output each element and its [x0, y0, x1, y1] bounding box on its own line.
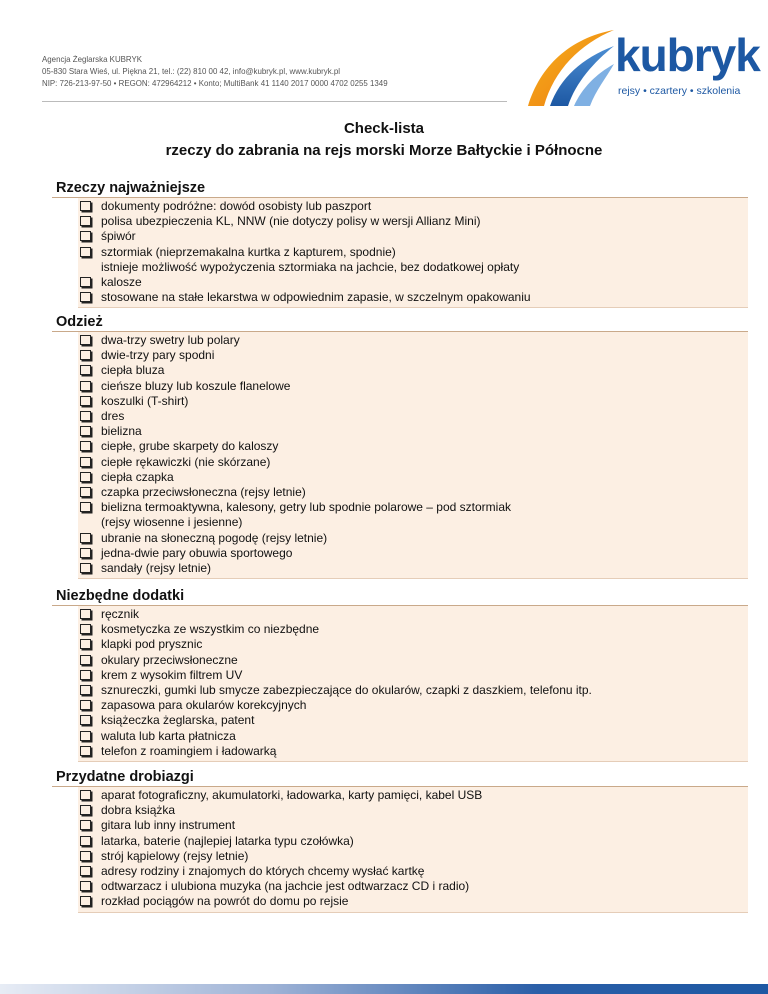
checkbox[interactable]: [80, 790, 91, 800]
checkbox-spacer: [80, 517, 91, 527]
checkbox[interactable]: [80, 563, 91, 573]
item-label: telefon z roamingiem i ładowarką: [101, 743, 277, 758]
item-label: waluta lub karta płatnicza: [101, 728, 236, 743]
item-label: bielizna termoaktywna, kalesony, getry lub spodnie polarowe – pod sztormiak: [101, 500, 511, 515]
checkbox[interactable]: [80, 700, 91, 710]
item-label: stosowane na stałe lekarstwa w odpowiednim zapasie, w szczelnym opakowaniu: [101, 290, 531, 305]
checklist-item: [78, 363, 748, 378]
checklist-item: [78, 290, 748, 305]
item-label: ciepłe rękawiczki (nie skórzane): [101, 454, 271, 469]
checklist-item: [78, 531, 748, 546]
item-label: koszulki (T-shirt): [101, 393, 189, 408]
checklist-item: [78, 637, 748, 652]
page-title: Check-lista: [343, 120, 425, 137]
checkbox[interactable]: [80, 851, 91, 861]
item-label: dobra książka: [101, 803, 176, 818]
checklist: [78, 606, 748, 762]
checkbox[interactable]: [80, 201, 91, 211]
checkbox[interactable]: [80, 381, 91, 391]
checklist-item: [78, 818, 748, 833]
section-heading: Przydatne drobiazgi: [52, 768, 748, 787]
section-essential-extras: [52, 587, 748, 762]
checkbox[interactable]: [80, 277, 91, 287]
checklist-item: [78, 394, 748, 409]
checkbox[interactable]: [80, 292, 91, 302]
company-info: [42, 53, 388, 89]
checkbox[interactable]: [80, 548, 91, 558]
item-label: okulary przeciwsłoneczne: [101, 652, 238, 667]
checkbox[interactable]: [80, 247, 91, 257]
checkbox[interactable]: [80, 457, 91, 467]
item-label: adresy rodziny i znajomych do których chcemy wysłać kartkę: [101, 864, 425, 879]
checklist-item: [78, 470, 748, 485]
checkbox[interactable]: [80, 655, 91, 665]
checkbox[interactable]: [80, 746, 91, 756]
company-registration: NIP: 726-213-97-50 • REGON: 472964212 • Konto; MultiBank 41 1140 2017 0000 4702 0255 1349: [42, 78, 388, 88]
item-label: ciepła bluza: [101, 363, 165, 378]
checkbox[interactable]: [80, 715, 91, 725]
checkbox[interactable]: [80, 639, 91, 649]
item-label: ciepłe, grube skarpety do kaloszy: [101, 439, 279, 454]
item-label: bielizna: [101, 424, 142, 439]
item-label: dwa-trzy swetry lub polary: [101, 333, 240, 347]
checklist-item: [78, 546, 748, 561]
item-label: sznureczki, gumki lub smycze zabezpieczające do okularów, czapki z daszkiem, telefonu itp.: [101, 683, 592, 698]
company-name: Agencja Żeglarska KUBRYK: [42, 54, 143, 64]
checklist-item: [78, 849, 748, 864]
item-label: ubranie na słoneczną pogodę (rejsy letnie): [101, 530, 328, 545]
item-label: czapka przeciwsłoneczna (rejsy letnie): [101, 485, 306, 500]
item-label: dres: [101, 409, 125, 424]
checkbox[interactable]: [80, 472, 91, 482]
checkbox[interactable]: [80, 881, 91, 891]
item-label: kalosze: [101, 275, 142, 290]
section-heading: Niezbędne dodatki: [52, 587, 748, 606]
checklist-item: [78, 455, 748, 470]
checklist-item: [78, 894, 748, 909]
checkbox[interactable]: [80, 670, 91, 680]
checkbox[interactable]: [80, 685, 91, 695]
checklist-item: [78, 561, 748, 576]
section-clothing: [52, 313, 748, 579]
item-label: klapki pod prysznic: [101, 637, 203, 652]
checkbox[interactable]: [80, 533, 91, 543]
checkbox[interactable]: [80, 502, 91, 512]
footer-bar: [0, 984, 768, 994]
checkbox[interactable]: [80, 441, 91, 451]
sail-swoosh-icon: [510, 26, 620, 106]
checklist-item: [78, 245, 748, 260]
checklist-item: [78, 683, 748, 698]
checklist-item-note: [78, 515, 748, 530]
checklist-item: [78, 668, 748, 683]
checkbox[interactable]: [80, 231, 91, 241]
checkbox[interactable]: [80, 731, 91, 741]
logo-wordmark: kubryk: [615, 29, 760, 81]
checklist-item: [78, 713, 748, 728]
checklist-item: [78, 199, 748, 214]
section-heading: Rzeczy najważniejsze: [52, 179, 748, 198]
checklist-item: [78, 439, 748, 454]
checklist-item: [78, 333, 748, 348]
item-label: gitara lub inny instrument: [101, 818, 236, 833]
header-divider: [42, 101, 507, 102]
checklist-item: [78, 348, 748, 363]
checklist-item: [78, 803, 748, 818]
item-label: sztormiak (nieprzemakalna kurtka z kapturem, spodnie): [101, 244, 396, 259]
checklist-item: [78, 653, 748, 668]
item-label: krem z wysokim filtrem UV: [101, 667, 243, 682]
checklist-item: [78, 607, 748, 622]
checklist-item: [78, 788, 748, 803]
checklist-item: [78, 744, 748, 759]
checkbox[interactable]: [80, 896, 91, 906]
item-label: strój kąpielowy (rejsy letnie): [101, 848, 249, 863]
item-label: śpiwór: [101, 229, 136, 244]
checklist-item: [78, 275, 748, 290]
item-label: latarka, baterie (najlepiej latarka typu czołówka): [101, 833, 354, 848]
checkbox[interactable]: [80, 624, 91, 634]
checkbox[interactable]: [80, 426, 91, 436]
checkbox[interactable]: [80, 411, 91, 421]
item-label: (rejsy wiosenne i jesienne): [101, 515, 243, 530]
checklist-item: [78, 409, 748, 424]
checkbox[interactable]: [80, 216, 91, 226]
checklist-item: [78, 424, 748, 439]
item-label: kosmetyczka ze wszystkim co niezbędne: [101, 622, 320, 637]
checkbox[interactable]: [80, 836, 91, 846]
checkbox[interactable]: [80, 335, 91, 345]
checklist-item: [78, 214, 748, 229]
checklist-item: [78, 698, 748, 713]
checklist-item: [78, 622, 748, 637]
item-label: jedna-dwie pary obuwia sportowego: [101, 545, 293, 560]
checkbox[interactable]: [80, 396, 91, 406]
kubryk-logo: [510, 26, 760, 106]
item-label: zapasowa para okularów korekcyjnych: [101, 698, 307, 713]
checkbox-spacer: [80, 262, 91, 272]
item-label: ciepła czapka: [101, 469, 174, 484]
checklist: [78, 198, 748, 308]
checklist-item: [78, 229, 748, 244]
company-address: 05-830 Stara Wieś, ul. Piękna 21, tel.: (22) 810 00 42, info@kubryk.pl, www.kubryk.pl: [42, 66, 341, 76]
checklist-item: [78, 879, 748, 894]
checklist-item: [78, 500, 748, 515]
checkbox[interactable]: [80, 487, 91, 497]
section-useful-trinkets: [52, 768, 748, 913]
checklist: [78, 787, 748, 913]
item-label: odtwarzacz i ulubiona muzyka (na jachcie jest odtwarzacz CD i radio): [101, 879, 470, 894]
checklist-item-note: [78, 260, 748, 275]
checkbox[interactable]: [80, 609, 91, 619]
checkbox[interactable]: [80, 805, 91, 815]
item-label: książeczka żeglarska, patent: [101, 713, 255, 728]
item-label: polisa ubezpieczenia KL, NNW (nie dotyczy polisy w wersji Allianz Mini): [101, 214, 481, 229]
item-label: dwie-trzy pary spodni: [101, 348, 215, 363]
checkbox[interactable]: [80, 820, 91, 830]
checklist-item: [78, 729, 748, 744]
checklist-item: [78, 864, 748, 879]
item-label: dokumenty podróżne: dowód osobisty lub paszport: [101, 199, 372, 213]
checklist-item: [78, 485, 748, 500]
checklist-item: [78, 379, 748, 394]
item-label: sandały (rejsy letnie): [101, 561, 212, 576]
checkbox[interactable]: [80, 350, 91, 360]
logo-tagline: rejsy • czartery • szkolenia: [618, 85, 741, 97]
item-label: aparat fotograficzny, akumulatorki, ładowarka, karty pamięci, kabel USB: [101, 788, 483, 802]
checkbox[interactable]: [80, 365, 91, 375]
checklist-item: [78, 834, 748, 849]
section-heading: Odzież: [52, 313, 748, 332]
page-subtitle: rzeczy do zabrania na rejs morski Morze Bałtyckie i Północne: [165, 142, 603, 159]
checklist: [78, 332, 748, 579]
checkbox[interactable]: [80, 866, 91, 876]
item-label: rozkład pociągów na powrót do domu po rejsie: [101, 894, 349, 909]
section-most-important: [52, 179, 748, 308]
item-label: istnieje możliwość wypożyczenia sztormiaka na jachcie, bez dodatkowej opłaty: [101, 259, 520, 274]
item-label: ręcznik: [101, 607, 140, 621]
item-label: cieńsze bluzy lub koszule flanelowe: [101, 378, 291, 393]
